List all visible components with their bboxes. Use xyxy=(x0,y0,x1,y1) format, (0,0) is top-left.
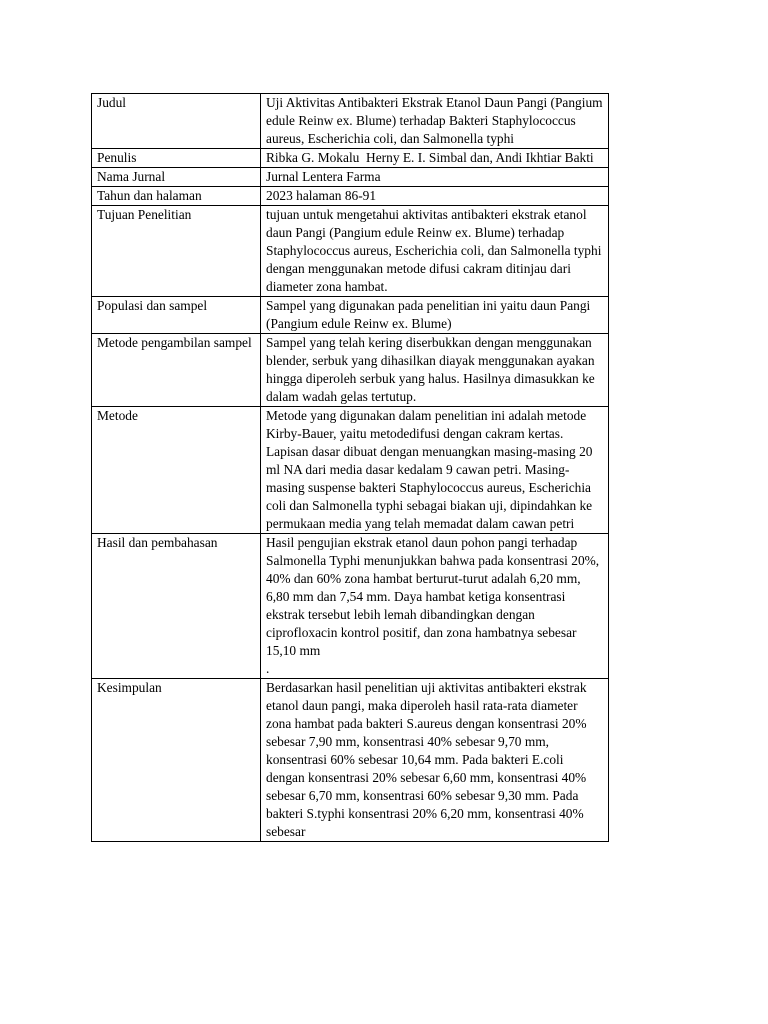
row-value: Metode yang digunakan dalam penelitian ini adalah metode Kirby-Bauer, yaitu metodedifusi dengan cakram kertas. Lapisan dasar dibuat dengan menuangkan masing-masing 20 ml NA dari media dasar kedalam 9 cawan petri. Masing-masing suspense bakteri Staphylococcus aureus, Escherichia coli dan Salmonella typhi sebagai biakan uji, dipindahkan ke permukaan media yang telah memadat dalam cawan petri xyxy=(261,407,609,534)
row-value: Jurnal Lentera Farma xyxy=(261,168,609,187)
row-value: Uji Aktivitas Antibakteri Ekstrak Etanol Daun Pangi (Pangium edule Reinw ex. Blume) terhadap Bakteri Staphylococcus aureus, Escherichia coli, dan Salmonella typhi xyxy=(261,94,609,149)
row-label: Judul xyxy=(92,94,261,149)
row-label: Metode xyxy=(92,407,261,534)
row-value: Berdasarkan hasil penelitian uji aktivitas antibakteri ekstrak etanol daun pangi, maka diperoleh hasil rata-rata diameter zona hambat pada bakteri S.aureus dengan konsentrasi 20% sebesar 7,90 mm, konsentrasi 40% sebesar 9,70 mm, konsentrasi 60% sebesar 10,64 mm. Pada bakteri E.coli dengan konsentrasi 20% sebesar 6,60 mm, konsentrasi 40% sebesar 6,70 mm, konsentrasi 60% sebesar 9,30 mm. Pada bakteri S.typhi konsentrasi 20% 6,20 mm, konsentrasi 40% sebesar xyxy=(261,679,609,842)
table-row-nama-jurnal xyxy=(92,168,609,187)
row-value: tujuan untuk mengetahui aktivitas antibakteri ekstrak etanol daun Pangi (Pangium edule Reinw ex. Blume) terhadap Staphylococcus aureus, Escherichia coli, dan Salmonella typhi dengan menggunakan metode difusi cakram ditinjau dari diameter zona hambat. xyxy=(261,206,609,297)
table-row-tahun-halaman xyxy=(92,187,609,206)
table-row-tujuan-penelitian xyxy=(92,206,609,297)
table-row-metode xyxy=(92,407,609,534)
row-label: Tahun dan halaman xyxy=(92,187,261,206)
row-value: Ribka G. Mokalu Herny E. I. Simbal dan, Andi Ikhtiar Bakti xyxy=(261,149,609,168)
journal-summary-table xyxy=(91,93,609,842)
row-label: Nama Jurnal xyxy=(92,168,261,187)
row-label: Populasi dan sampel xyxy=(92,297,261,334)
row-label: Hasil dan pembahasan xyxy=(92,534,261,679)
table-row-kesimpulan xyxy=(92,679,609,842)
table-row-penulis xyxy=(92,149,609,168)
row-value: Hasil pengujian ekstrak etanol daun pohon pangi terhadap Salmonella Typhi menunjukkan bahwa pada konsentrasi 20%, 40% dan 60% zona hambat berturut-turut adalah 6,20 mm, 6,80 mm dan 7,54 mm. Daya hambat ketiga konsentrasi ekstrak tersebut lebih lemah dibandingkan dengan ciprofloxacin kontrol positif, dan zona hambatnya sebesar 15,10 mm . xyxy=(261,534,609,679)
row-value: Sampel yang telah kering diserbukkan dengan menggunakan blender, serbuk yang dihasilkan diayak menggunakan ayakan hingga diperoleh serbuk yang halus. Hasilnya dimasukkan ke dalam wadah gelas tertutup. xyxy=(261,334,609,407)
row-value: Sampel yang digunakan pada penelitian ini yaitu daun Pangi (Pangium edule Reinw ex. Blume) xyxy=(261,297,609,334)
table-row-judul xyxy=(92,94,609,149)
row-label: Tujuan Penelitian xyxy=(92,206,261,297)
row-label: Kesimpulan xyxy=(92,679,261,842)
table-row-populasi-sampel xyxy=(92,297,609,334)
table-row-metode-pengambilan-sampel xyxy=(92,334,609,407)
row-value: 2023 halaman 86-91 xyxy=(261,187,609,206)
row-label: Penulis xyxy=(92,149,261,168)
row-label: Metode pengambilan sampel xyxy=(92,334,261,407)
table-row-hasil-pembahasan xyxy=(92,534,609,679)
